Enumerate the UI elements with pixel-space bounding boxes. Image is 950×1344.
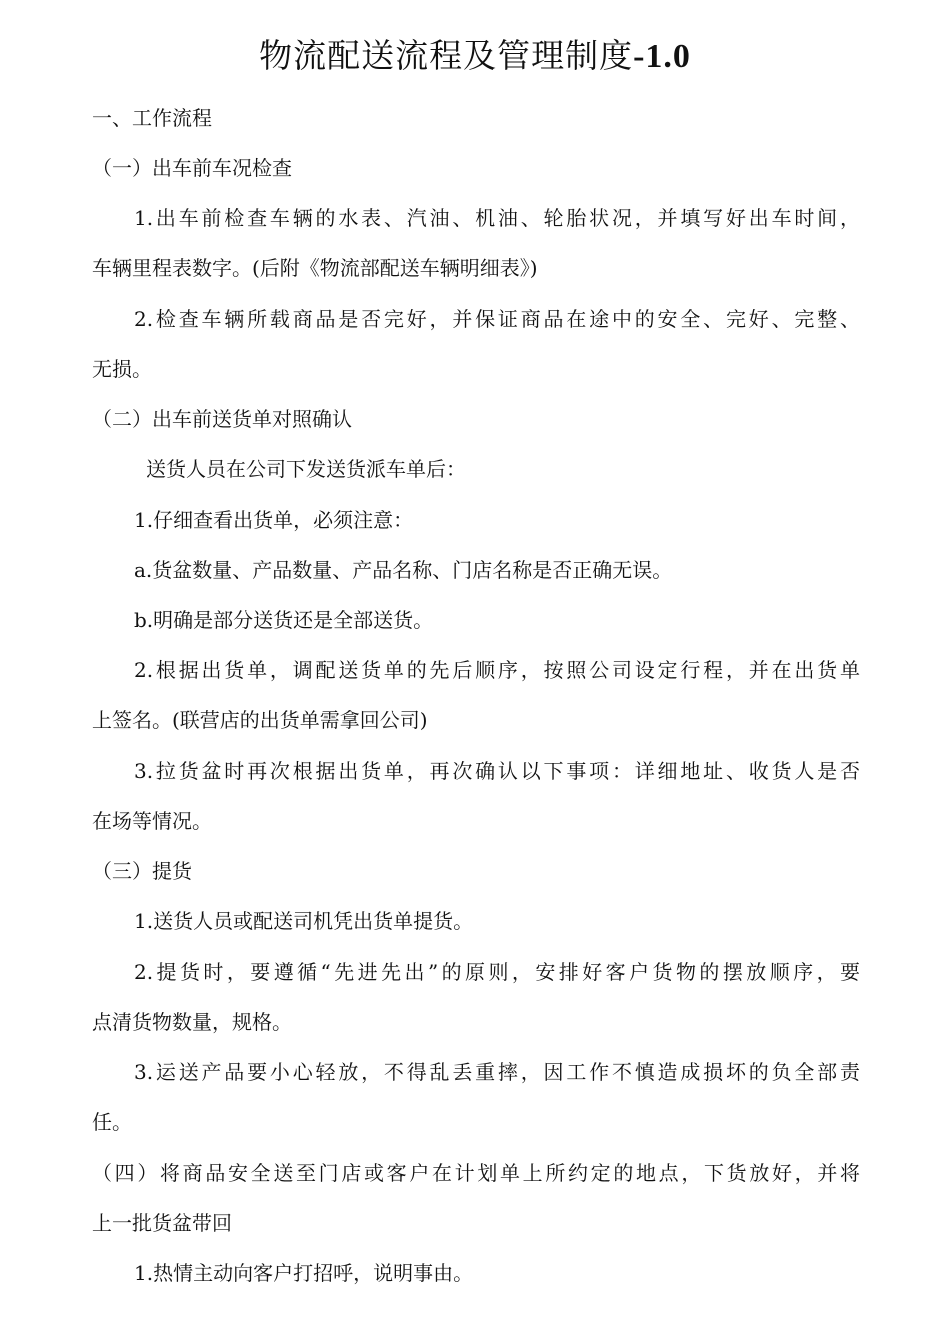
text-line: （三）提货 (92, 859, 192, 883)
text-line: 任。 (92, 1110, 132, 1134)
text-line: 送货人员在公司下发送货派车单后： (146, 457, 466, 481)
text-line: 一、工作流程 (92, 106, 212, 130)
text-line: 1.送货人员或配送司机凭出货单提货。 (134, 909, 474, 933)
text-line: 车辆里程表数字。(后附《物流部配送车辆明细表》) (92, 256, 538, 280)
text-line: （一）出车前车况检查 (92, 156, 292, 180)
document-title-main: 物流配送流程及管理制度 (259, 36, 634, 75)
text-line: 上签名。(联营店的出货单需拿回公司) (92, 708, 428, 732)
text-line: 2.提货时，要遵循“先进先出”的原则，安排好客户货物的摆放顺序，要 (134, 960, 860, 984)
text-line: 2.检查车辆所载商品是否完好，并保证商品在途中的安全、完好、完整、 (134, 307, 860, 331)
text-line: 在场等情况。 (92, 809, 212, 833)
text-line: （四）将商品安全送至门店或客户在计划单上所约定的地点，下货放好，并将 (92, 1161, 860, 1185)
text-line: 1.热情主动向客户打招呼，说明事由。 (134, 1261, 474, 1285)
text-line: a.货盆数量、产品数量、产品名称、门店名称是否正确无误。 (134, 558, 673, 582)
text-line: 3.运送产品要小心轻放，不得乱丢重摔，因工作不慎造成损坏的负全部责 (134, 1060, 860, 1084)
document-title (0, 30, 950, 83)
text-line: （二）出车前送货单对照确认 (92, 407, 352, 431)
text-line: 2.根据出货单，调配送货单的先后顺序，按照公司设定行程，并在出货单 (134, 658, 860, 682)
text-line: 1.仔细查看出货单，必须注意： (134, 508, 414, 532)
text-line: 3.拉货盆时再次根据出货单，再次确认以下事项：详细地址、收货人是否 (134, 759, 860, 783)
text-line: 点清货物数量，规格。 (92, 1010, 292, 1034)
document-title-version: -1.0 (633, 38, 691, 75)
text-line: 无损。 (92, 357, 152, 381)
text-line: 上一批货盆带回 (92, 1211, 232, 1235)
text-line: b.明确是部分送货还是全部送货。 (134, 608, 434, 632)
text-line: 1.出车前检查车辆的水表、汽油、机油、轮胎状况，并填写好出车时间， (134, 206, 860, 230)
